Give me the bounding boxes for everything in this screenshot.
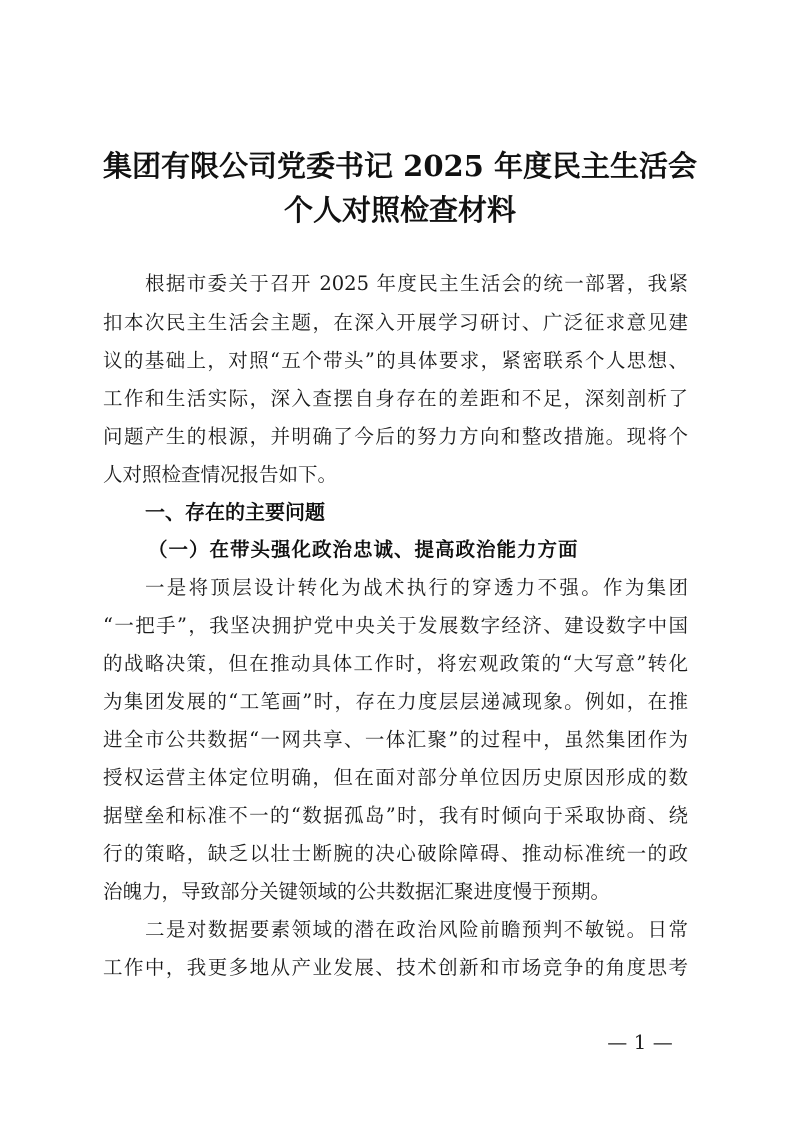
page-number: — 1 — — [607, 1030, 673, 1054]
document-title-line-1: 集团有限公司党委书记 2025 年度民主生活会 — [103, 149, 697, 183]
point-paragraph-line: “一把手”，我坚决拥护党中央关于发展数字经济、建设数字中国 — [103, 614, 688, 637]
intro-paragraph-line: 议的基础上，对照“五个带头”的具体要求，紧密联系个人思想、 — [103, 349, 688, 372]
point-paragraph-line: 工作中，我更多地从产业发展、技术创新和市场竞争的角度思考 — [103, 956, 688, 979]
point-lead-label: 二是 — [145, 918, 187, 941]
intro-paragraph-line: 根据市委关于召开 2025 年度民主生活会的统一部署，我紧 — [145, 272, 688, 295]
point-paragraph-line: 治魄力，导致部分关键领域的公共数据汇聚进度慢于预期。 — [103, 880, 611, 903]
point-paragraph-line: 为集团发展的“工笔画”时，存在力度层层递减现象。例如，在推 — [103, 690, 688, 713]
document-title-line-2: 个人对照检查材料 — [283, 193, 516, 227]
intro-paragraph-line: 扣本次民主生活会主题，在深入开展学习研讨、广泛征求意见建 — [103, 311, 688, 334]
point-paragraph-line: 授权运营主体定位明确，但在面对部分单位因历史原因形成的数 — [103, 766, 688, 789]
section-heading: 一、存在的主要问题 — [145, 500, 325, 524]
point-paragraph-line: 据壁垒和标准不一的“数据孤岛”时，我有时倾向于采取协商、绕 — [103, 804, 688, 827]
intro-paragraph-line: 工作和生活实际，深入查摆自身存在的差距和不足，深刻剖析了 — [103, 387, 688, 410]
point-paragraph-line: 一是将顶层设计转化为战术执行的穿透力不强。作为集团 — [145, 576, 688, 599]
point-paragraph-line: 进全市公共数据“一网共享、一体汇聚”的过程中，虽然集团作为 — [103, 728, 688, 751]
point-lead-text: 对数据要素领域的潜在政治风险前瞻预判不敏锐。日常 — [186, 918, 688, 941]
subsection-heading: （一）在带头强化政治忠诚、提高政治能力方面 — [148, 538, 579, 561]
intro-paragraph-line: 人对照检查情况报告如下。 — [103, 463, 338, 486]
intro-paragraph-line: 问题产生的根源，并明确了今后的努力方向和整改措施。现将个 — [103, 425, 688, 448]
point-paragraph-line: 行的策略，缺乏以壮士断腕的决心破除障碍、推动标准统一的政 — [103, 842, 688, 865]
point-paragraph-line: 的战略决策，但在推动具体工作时，将宏观政策的“大写意”转化 — [103, 652, 688, 675]
point-paragraph-line — [145, 915, 688, 945]
